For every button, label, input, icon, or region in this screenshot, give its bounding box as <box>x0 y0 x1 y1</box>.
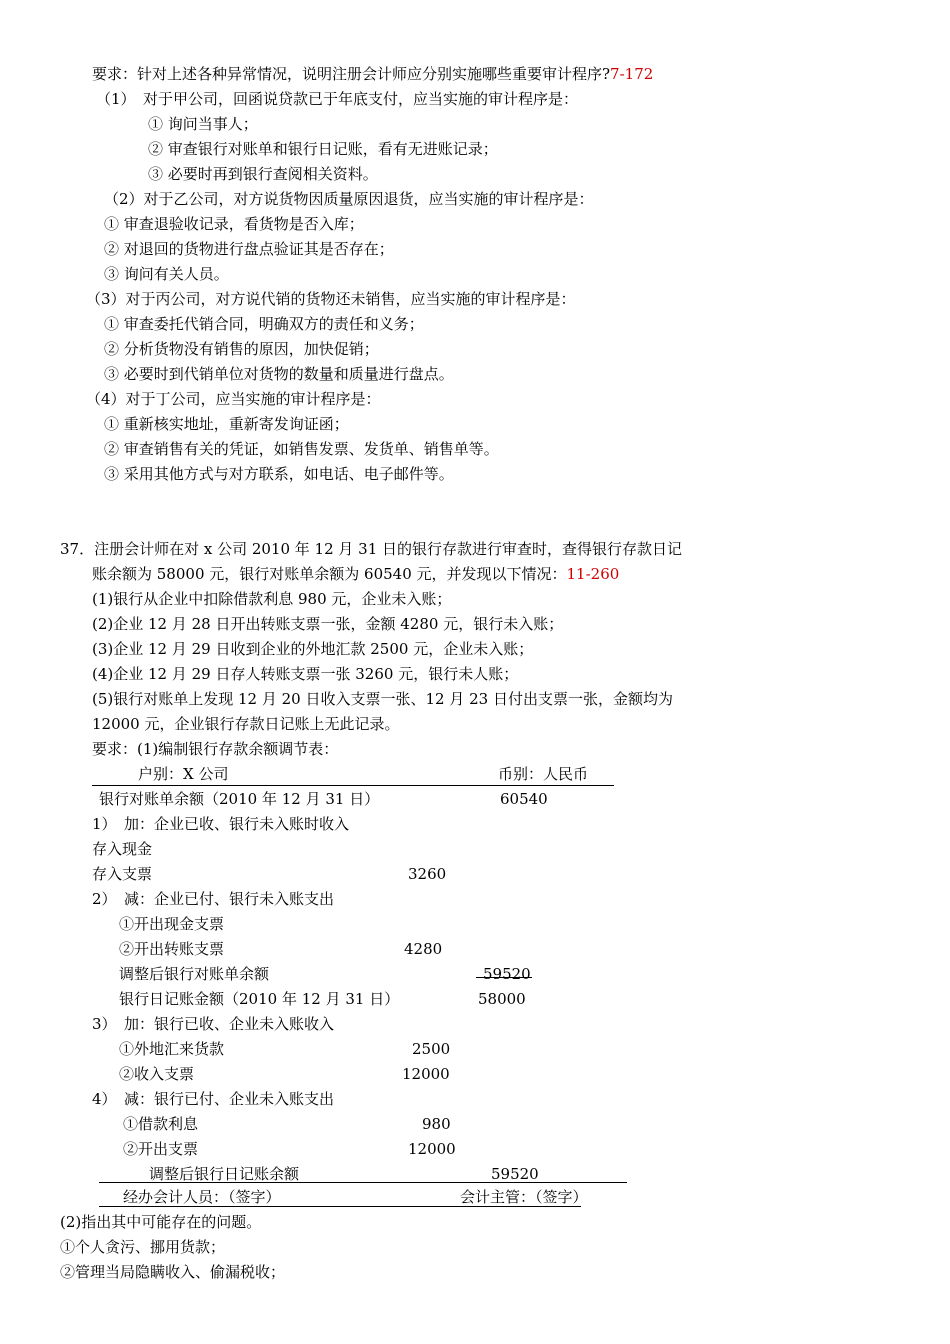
row-adjusted-bank-total: 59520 <box>483 965 531 983</box>
row-check-received-label: ②收入支票 <box>119 1065 195 1083</box>
q37-item-5-cont: 12000 元，企业银行存款日记账上无此记录。 <box>92 715 400 733</box>
row-interest-label: ①借款利息 <box>123 1115 199 1133</box>
table-bottom-rule <box>99 1182 627 1183</box>
row-journal-total: 58000 <box>478 990 526 1008</box>
row-bank-statement-label: 银行对账单余额（2010 年 12 月 31 日） <box>99 790 380 808</box>
row-add-heading: 1） 加：企业已收、银行未入账时收入 <box>92 815 350 833</box>
case-3-step-2: ② 分析货物没有销售的原因，加快促销； <box>104 340 379 358</box>
q37-item-5: (5)银行对账单上发现 12 月 20 日收入支票一张、12 月 23 日付出支票一张，金额均为 <box>92 690 673 708</box>
case-2-step-3: ③ 询问有关人员。 <box>104 265 229 283</box>
part2-title: (2)指出其中可能存在的问题。 <box>60 1213 262 1231</box>
row-transfer-check-label: ②开出转账支票 <box>119 940 225 958</box>
row-adjusted-journal-total: 59520 <box>491 1165 539 1183</box>
row-check-deposit-label: 存入支票 <box>92 865 153 883</box>
case-1-step-3: ③ 必要时再到银行查阅相关资料。 <box>148 165 378 183</box>
subtotal-rule <box>476 977 532 978</box>
case-4-step-2: ② 审查销售有关的凭证，如销售发票、发货单、销售单等。 <box>104 440 499 458</box>
row-remittance-label: ①外地汇来货款 <box>119 1040 225 1058</box>
case-2-heading: （2）对于乙公司，对方说货物因质量原因退货，应当实施的审计程序是： <box>104 190 594 208</box>
row-bank-statement-total: 60540 <box>500 790 548 808</box>
row-interest-amount: 980 <box>422 1115 451 1133</box>
q37-item-3: (3)企业 12 月 29 日收到企业的外地汇款 2500 元，企业未入账； <box>92 640 534 658</box>
q37-ref: 11-260 <box>566 565 620 583</box>
q37-item-1: (1)银行从企业中扣除借款利息 980 元，企业未入账； <box>92 590 452 608</box>
q37-line-2 <box>92 564 619 584</box>
q37-item-4: (4)企业 12 月 29 日存人转账支票一张 3260 元，银行未人账； <box>92 665 519 683</box>
case-1-step-1: ① 询问当事人； <box>148 115 258 133</box>
row-cash-check: ①开出现金支票 <box>119 915 225 933</box>
row-adjusted-journal-label: 调整后银行日记账余额 <box>149 1165 300 1183</box>
case-4-heading: （4）对于丁公司，应当实施的审计程序是： <box>86 390 381 408</box>
row-journal-label: 银行日记账金额（2010 年 12 月 31 日） <box>119 990 400 1008</box>
table-top-rule <box>92 785 614 786</box>
row-cash-deposit: 存入现金 <box>92 840 153 858</box>
row-check-deposit-amount: 3260 <box>408 865 447 883</box>
case-4-step-1: ① 重新核实地址，重新寄发询证函； <box>104 415 349 433</box>
case-1-step-2: ② 审查银行对账单和银行日记账，看有无进账记录； <box>148 140 498 158</box>
case-3-heading: （3）对于丙公司，对方说代销的货物还未销售，应当实施的审计程序是： <box>86 290 576 308</box>
case-4-step-3: ③ 采用其他方式与对方联系，如电话、电子邮件等。 <box>104 465 454 483</box>
part2-item-1: ①个人贪污、挪用货款； <box>60 1238 226 1256</box>
row-check-issued-amount: 12000 <box>408 1140 456 1158</box>
row-check-received-amount: 12000 <box>402 1065 450 1083</box>
case-2-step-2: ② 对退回的货物进行盘点验证其是否存在； <box>104 240 394 258</box>
requirement-text: 要求：针对上述各种异常情况，说明注册会计师应分别实施哪些重要审计程序? <box>92 65 611 83</box>
currency-label: 币别：人民币 <box>498 765 589 783</box>
row-transfer-check-amount: 4280 <box>404 940 443 958</box>
requirement-line <box>92 64 653 84</box>
row-bank-add-heading: 3） 加：银行已收、企业未入账收入 <box>92 1015 335 1033</box>
row-adjusted-bank-label: 调整后银行对账单余额 <box>119 965 270 983</box>
accountant-signature: 经办会计人员：（签字） <box>123 1188 281 1206</box>
q37-line-1: 37．注册会计师在对 x 公司 2010 年 12 月 31 日的银行存款进行审查时，查得银行存款日记 <box>60 540 683 558</box>
row-remittance-amount: 2500 <box>412 1040 451 1058</box>
signature-rule <box>99 1206 581 1207</box>
account-label: 户别：X 公司 <box>138 765 229 783</box>
q37-requirement: 要求：(1)编制银行存款余额调节表： <box>92 740 339 758</box>
row-subtract-heading: 2） 减：企业已付、银行未入账支出 <box>92 890 335 908</box>
row-bank-subtract-heading: 4） 减：银行已付、企业未入账支出 <box>92 1090 335 1108</box>
case-1-heading: （1） 对于甲公司，回函说贷款已于年底支付，应当实施的审计程序是： <box>96 90 579 108</box>
q37-item-2: (2)企业 12 月 28 日开出转账支票一张，金额 4280 元，银行未入账； <box>92 615 564 633</box>
part2-item-2: ②管理当局隐瞒收入、偷漏税收； <box>60 1263 286 1281</box>
supervisor-signature: 会计主管：（签字） <box>460 1188 588 1206</box>
case-3-step-3: ③ 必要时到代销单位对货物的数量和质量进行盘点。 <box>104 365 454 383</box>
q37-line-2-text: 账余额为 58000 元，银行对账单余额为 60540 元，并发现以下情况： <box>92 565 567 583</box>
row-check-issued-label: ②开出支票 <box>123 1140 199 1158</box>
case-3-step-1: ① 审查委托代销合同，明确双方的责任和义务； <box>104 315 424 333</box>
case-2-step-1: ① 审查退验收记录，看货物是否入库； <box>104 215 364 233</box>
requirement-ref: 7-172 <box>610 65 654 83</box>
